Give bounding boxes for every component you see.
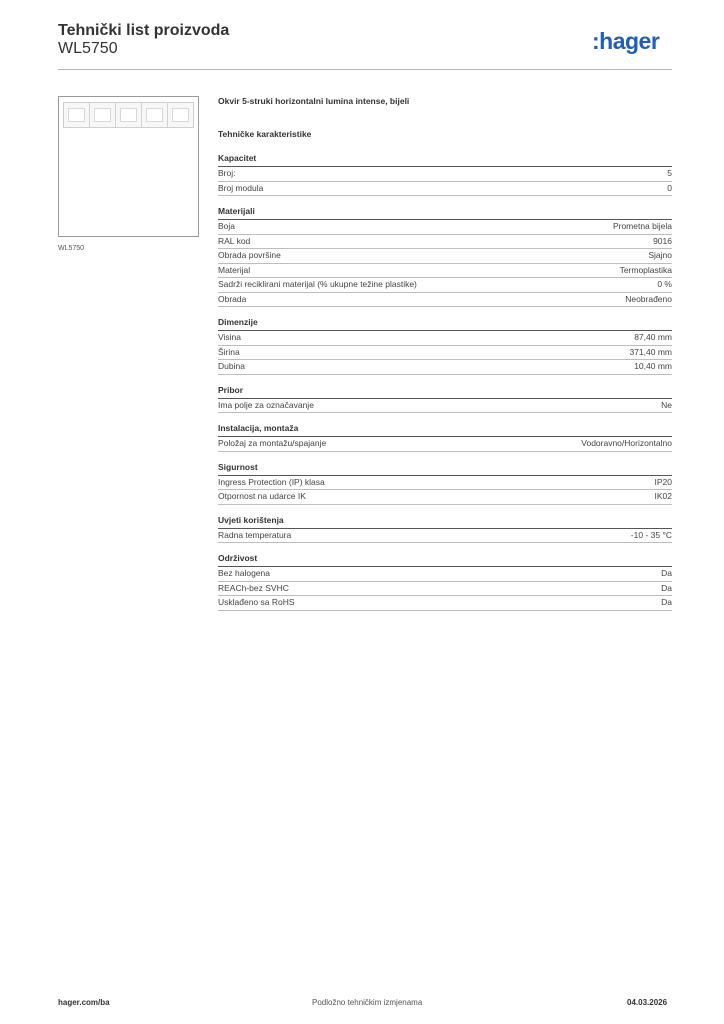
spec-value: 10,40 mm — [634, 361, 672, 371]
section-title: Sigurnost — [218, 462, 672, 476]
spec-row — [218, 490, 672, 505]
spec-label: Ingress Protection (IP) klasa — [218, 476, 325, 487]
section-title: Kapacitet — [218, 153, 672, 167]
spec-label: Broj: — [218, 168, 236, 178]
spec-row — [218, 567, 672, 582]
spec-row — [218, 529, 672, 544]
spec-section — [218, 553, 672, 611]
spec-row — [218, 346, 672, 361]
spec-value: Vodoravno/Horizontalno — [581, 438, 672, 448]
spec-section — [218, 423, 672, 452]
spec-value: Neobrađeno — [625, 293, 672, 304]
spec-value: -10 - 35 °C — [630, 529, 672, 540]
spec-value: IK02 — [654, 491, 672, 501]
spec-value: 0 % — [657, 279, 672, 289]
frame-slot — [168, 103, 193, 127]
spec-row — [218, 293, 672, 308]
spec-label: Bez halogena — [218, 568, 270, 578]
spec-row — [218, 437, 672, 452]
spec-value: 5 — [667, 168, 672, 178]
spec-section — [218, 153, 672, 196]
spec-row — [218, 476, 672, 491]
spec-row — [218, 596, 672, 611]
footer-notice: Podložno tehničkim izmjenama — [312, 998, 423, 1007]
section-title: Dimenzije — [218, 317, 672, 331]
footer-website: hager.com/ba — [58, 998, 110, 1007]
logo-colon: : — [592, 28, 600, 54]
spec-label: Obrada — [218, 293, 247, 304]
frame-illustration — [63, 102, 194, 128]
spec-row — [218, 182, 672, 197]
spec-label: Boja — [218, 221, 236, 231]
spec-row — [218, 264, 672, 279]
spec-row — [218, 582, 672, 597]
spec-label: Materijal — [218, 264, 251, 275]
frame-slot — [142, 103, 168, 127]
section-title: Instalacija, montaža — [218, 423, 672, 437]
section-title: Pribor — [218, 385, 672, 399]
spec-label: Širina — [218, 346, 240, 357]
section-title: Održivost — [218, 553, 672, 567]
spec-label: Usklađeno sa RoHS — [218, 597, 295, 607]
spec-value: Termoplastika — [619, 264, 672, 275]
spec-value: Da — [661, 597, 672, 607]
spec-label: Položaj za montažu/spajanje — [218, 438, 327, 448]
header-divider — [58, 69, 672, 70]
spec-content — [218, 96, 672, 611]
document-title: Tehnički list proizvoda — [58, 22, 230, 39]
spec-section — [218, 206, 672, 307]
spec-row — [218, 249, 672, 264]
spec-label: Otpornost na udarce IK — [218, 491, 306, 501]
spec-row — [218, 167, 672, 182]
spec-row — [218, 399, 672, 414]
section-title: Uvjeti korištenja — [218, 515, 672, 529]
spec-section — [218, 462, 672, 505]
frame-slot — [90, 103, 116, 127]
spec-row — [218, 235, 672, 250]
spec-label: Dubina — [218, 361, 245, 371]
spec-value: Da — [661, 582, 672, 593]
spec-value: 371,40 mm — [629, 346, 672, 357]
spec-value: Sjajno — [648, 250, 672, 260]
spec-value: 0 — [667, 182, 672, 193]
spec-label: Sadrži reciklirani materijal (% ukupne težine plastike) — [218, 279, 417, 289]
spec-value: 87,40 mm — [634, 332, 672, 342]
footer-date: 04.03.2026 — [627, 998, 668, 1007]
spec-value: 9016 — [653, 235, 672, 246]
spec-section — [218, 515, 672, 544]
product-image — [58, 96, 199, 237]
product-code: WL5750 — [58, 40, 118, 57]
logo-text: hager — [599, 28, 660, 54]
spec-row — [218, 360, 672, 375]
spec-section — [218, 317, 672, 375]
section-title: Materijali — [218, 206, 672, 220]
spec-value: Da — [661, 568, 672, 578]
spec-section — [218, 385, 672, 414]
spec-label: Obrada površine — [218, 250, 281, 260]
spec-row — [218, 220, 672, 235]
tech-heading: Tehničke karakteristike — [218, 129, 312, 139]
spec-label: Broj modula — [218, 182, 264, 193]
spec-label: Radna temperatura — [218, 529, 292, 540]
spec-value: Ne — [661, 399, 672, 410]
frame-slot — [64, 103, 90, 127]
spec-label: Ima polje za označavanje — [218, 399, 314, 410]
hager-logo — [592, 28, 659, 55]
spec-value: IP20 — [654, 476, 672, 487]
spec-label: RAL kod — [218, 235, 251, 246]
spec-sections — [218, 153, 672, 611]
spec-row — [218, 278, 672, 293]
frame-slot — [116, 103, 142, 127]
spec-row — [218, 331, 672, 346]
spec-value: Prometna bijela — [612, 221, 672, 231]
spec-label: Visina — [218, 332, 241, 342]
product-title: Okvir 5-struki horizontalni lumina intense, bijeli — [218, 96, 410, 106]
image-caption: WL5750 — [58, 245, 85, 252]
spec-label: REACh-bez SVHC — [218, 582, 289, 593]
